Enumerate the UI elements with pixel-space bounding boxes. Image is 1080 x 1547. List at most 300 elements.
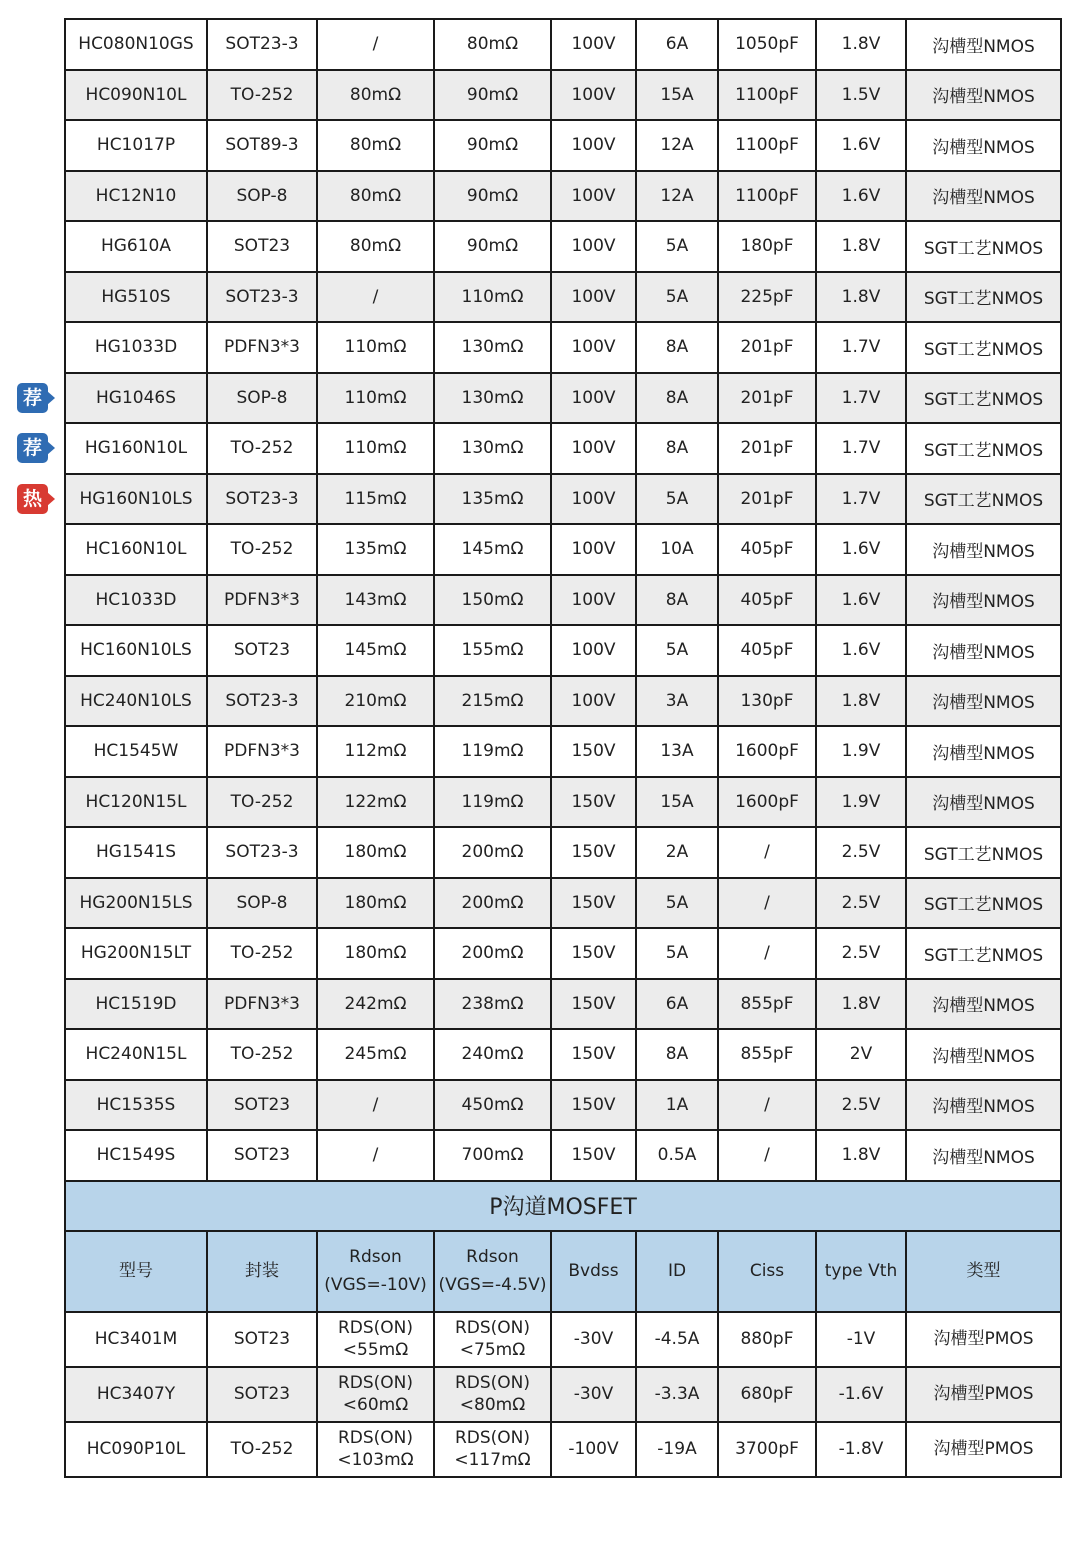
cell-rdson-4v5: 215mΩ	[434, 676, 551, 727]
badge-arrow-icon	[47, 391, 55, 405]
cell-rdson-4v5: 80mΩ	[434, 19, 551, 70]
cell-package: TO-252	[207, 524, 317, 575]
cell-rdson-4v5: 130mΩ	[434, 322, 551, 373]
cell-part-number: HG510S	[65, 272, 207, 323]
cell-vth: -1.8V	[816, 1422, 906, 1477]
table-row	[65, 1422, 1061, 1477]
cell-part-number: HG1033D	[65, 322, 207, 373]
cell-part-number: HC240N15L	[65, 1029, 207, 1080]
cell-rdson-10v: 80mΩ	[317, 171, 434, 222]
cell-line: RDS(ON)	[454, 1318, 531, 1338]
cell-package: SOT23	[207, 625, 317, 676]
cell-bvdss: 150V	[551, 1029, 636, 1080]
cell-ciss: 405pF	[718, 625, 816, 676]
cell-bvdss: 100V	[551, 575, 636, 626]
cell-rdson-4v5: 135mΩ	[434, 474, 551, 525]
cell-type: 沟槽型PMOS	[906, 1312, 1061, 1367]
cell-ciss: 201pF	[718, 423, 816, 474]
cell-part-number: HG1046S	[65, 373, 207, 424]
header-label: Rdson	[349, 1247, 402, 1267]
cell-rdson-4v5: 130mΩ	[434, 373, 551, 424]
cell-bvdss: 100V	[551, 322, 636, 373]
cell-vth: 1.8V	[816, 272, 906, 323]
cell-rdson-4v5: 450mΩ	[434, 1080, 551, 1131]
cell-id-current: 8A	[636, 1029, 718, 1080]
cell-vth: 1.9V	[816, 726, 906, 777]
cell-bvdss: 150V	[551, 878, 636, 929]
cell-line: RDS(ON)	[337, 1318, 414, 1338]
cell-rdson-10v	[317, 1422, 434, 1477]
cell-bvdss: 100V	[551, 423, 636, 474]
cell-rdson-4v5: 200mΩ	[434, 827, 551, 878]
cell-package: TO-252	[207, 1422, 317, 1477]
cell-ciss: /	[718, 928, 816, 979]
cell-package: SOT23-3	[207, 19, 317, 70]
cell-type: 沟槽型PMOS	[906, 1367, 1061, 1422]
cell-rdson-4v5	[434, 1367, 551, 1422]
cell-type: 沟槽型NMOS	[906, 120, 1061, 171]
cell-rdson-4v5: 240mΩ	[434, 1029, 551, 1080]
cell-rdson-10v: /	[317, 1080, 434, 1131]
cell-vth: 1.6V	[816, 171, 906, 222]
cell-ciss: /	[718, 878, 816, 929]
cell-package: TO-252	[207, 777, 317, 828]
cell-rdson-4v5	[434, 1312, 551, 1367]
cell-rdson-4v5: 90mΩ	[434, 221, 551, 272]
table-row	[65, 474, 1061, 525]
cell-package: SOP-8	[207, 171, 317, 222]
cell-id-current: 1A	[636, 1080, 718, 1131]
cell-ciss: 1600pF	[718, 726, 816, 777]
cell-package: SOT23	[207, 1312, 317, 1367]
cell-ciss: 880pF	[718, 1312, 816, 1367]
cell-rdson-10v: 110mΩ	[317, 373, 434, 424]
cell-line: <60mΩ	[342, 1395, 409, 1415]
cell-id-current: 2A	[636, 827, 718, 878]
badge-arrow-icon	[47, 441, 55, 455]
header-package	[207, 1231, 317, 1312]
header-sublabel: (VGS=-10V)	[324, 1275, 427, 1295]
cell-type: 沟槽型NMOS	[906, 70, 1061, 121]
cell-rdson-4v5: 200mΩ	[434, 878, 551, 929]
cell-ciss: 405pF	[718, 575, 816, 626]
header-label: 型号	[119, 1261, 153, 1281]
cell-type: SGT工艺NMOS	[906, 272, 1061, 323]
cell-package: SOT23	[207, 1080, 317, 1131]
cell-part-number: HC160N10LS	[65, 625, 207, 676]
cell-part-number: HC090P10L	[65, 1422, 207, 1477]
cell-part-number: HG610A	[65, 221, 207, 272]
cell-ciss: 1050pF	[718, 19, 816, 70]
cell-type: 沟槽型NMOS	[906, 777, 1061, 828]
header-label: 封装	[245, 1261, 279, 1281]
cell-vth: 2.5V	[816, 928, 906, 979]
cell-id-current: 3A	[636, 676, 718, 727]
table-row	[65, 322, 1061, 373]
header-part-number	[65, 1231, 207, 1312]
header-label: type Vth	[824, 1261, 898, 1281]
cell-package: SOT23	[207, 1367, 317, 1422]
cell-bvdss: 150V	[551, 928, 636, 979]
cell-rdson-10v: 180mΩ	[317, 928, 434, 979]
cell-id-current: 10A	[636, 524, 718, 575]
header-rdson-10v	[317, 1231, 434, 1312]
cell-part-number: HC12N10	[65, 171, 207, 222]
cell-type: 沟槽型NMOS	[906, 979, 1061, 1030]
cell-line: <75mΩ	[459, 1340, 526, 1360]
cell-bvdss: 100V	[551, 676, 636, 727]
cell-type: 沟槽型NMOS	[906, 171, 1061, 222]
header-rdson-4v5	[434, 1231, 551, 1312]
cell-bvdss: 150V	[551, 979, 636, 1030]
cell-part-number: HG200N15LS	[65, 878, 207, 929]
cell-id-current: 5A	[636, 878, 718, 929]
cell-rdson-10v: 242mΩ	[317, 979, 434, 1030]
cell-rdson-10v: 135mΩ	[317, 524, 434, 575]
cell-part-number: HC3401M	[65, 1312, 207, 1367]
cell-ciss: 201pF	[718, 474, 816, 525]
table-row	[65, 777, 1061, 828]
cell-vth: 1.8V	[816, 19, 906, 70]
cell-id-current: 15A	[636, 70, 718, 121]
cell-id-current: 5A	[636, 928, 718, 979]
cell-line: RDS(ON)	[337, 1428, 414, 1448]
header-label: Rdson	[466, 1247, 519, 1267]
cell-bvdss: 100V	[551, 70, 636, 121]
cell-type: 沟槽型NMOS	[906, 524, 1061, 575]
cell-type: SGT工艺NMOS	[906, 928, 1061, 979]
cell-vth: 1.7V	[816, 423, 906, 474]
cell-bvdss: -100V	[551, 1422, 636, 1477]
cell-package: SOT23-3	[207, 827, 317, 878]
cell-vth: 1.8V	[816, 1130, 906, 1181]
recommended-badge	[17, 383, 55, 413]
cell-part-number: HC120N15L	[65, 777, 207, 828]
cell-ciss: 225pF	[718, 272, 816, 323]
cell-type: SGT工艺NMOS	[906, 322, 1061, 373]
cell-id-current: 8A	[636, 373, 718, 424]
cell-rdson-10v: /	[317, 272, 434, 323]
cell-rdson-4v5: 200mΩ	[434, 928, 551, 979]
cell-line: <117mΩ	[454, 1450, 531, 1470]
table-row	[65, 272, 1061, 323]
cell-type: 沟槽型NMOS	[906, 1080, 1061, 1131]
cell-id-current: 8A	[636, 575, 718, 626]
cell-rdson-10v: 180mΩ	[317, 827, 434, 878]
cell-rdson-10v: 122mΩ	[317, 777, 434, 828]
cell-vth: 1.7V	[816, 322, 906, 373]
table-row	[65, 1029, 1061, 1080]
cell-ciss: 1100pF	[718, 70, 816, 121]
cell-ciss: /	[718, 1080, 816, 1131]
header-label: ID	[667, 1261, 687, 1281]
cell-bvdss: -30V	[551, 1312, 636, 1367]
cell-vth: 2V	[816, 1029, 906, 1080]
table-row	[65, 1312, 1061, 1367]
cell-ciss: /	[718, 1130, 816, 1181]
hot-badge	[17, 484, 55, 514]
cell-id-current: -3.3A	[636, 1367, 718, 1422]
cell-rdson-10v: 112mΩ	[317, 726, 434, 777]
cell-id-current: -4.5A	[636, 1312, 718, 1367]
cell-ciss: 1600pF	[718, 777, 816, 828]
table-row	[65, 1130, 1061, 1181]
cell-package: SOP-8	[207, 373, 317, 424]
cell-rdson-4v5: 145mΩ	[434, 524, 551, 575]
cell-part-number: HC1033D	[65, 575, 207, 626]
cell-id-current: 8A	[636, 423, 718, 474]
cell-part-number: HC3407Y	[65, 1367, 207, 1422]
cell-ciss: 855pF	[718, 1029, 816, 1080]
cell-bvdss: 100V	[551, 625, 636, 676]
cell-id-current: 15A	[636, 777, 718, 828]
cell-package: PDFN3*3	[207, 575, 317, 626]
cell-vth: 1.6V	[816, 575, 906, 626]
cell-bvdss: 150V	[551, 827, 636, 878]
cell-ciss: 1100pF	[718, 171, 816, 222]
cell-package: SOT89-3	[207, 120, 317, 171]
cell-id-current: 5A	[636, 625, 718, 676]
cell-part-number: HC1017P	[65, 120, 207, 171]
table-row	[65, 1080, 1061, 1131]
cell-part-number: HC1519D	[65, 979, 207, 1030]
table-row	[65, 676, 1061, 727]
cell-type: SGT工艺NMOS	[906, 878, 1061, 929]
cell-type: 沟槽型NMOS	[906, 19, 1061, 70]
cell-bvdss: 100V	[551, 221, 636, 272]
table-row	[65, 928, 1061, 979]
cell-part-number: HC1549S	[65, 1130, 207, 1181]
cell-rdson-10v: 145mΩ	[317, 625, 434, 676]
cell-rdson-10v: 210mΩ	[317, 676, 434, 727]
cell-rdson-4v5: 90mΩ	[434, 70, 551, 121]
cell-package: SOT23-3	[207, 676, 317, 727]
cell-line: <103mΩ	[337, 1450, 414, 1470]
cell-bvdss: -30V	[551, 1367, 636, 1422]
badge-label: 荐	[17, 433, 48, 463]
cell-type: 沟槽型NMOS	[906, 575, 1061, 626]
cell-type: 沟槽型NMOS	[906, 1029, 1061, 1080]
cell-rdson-10v: 80mΩ	[317, 221, 434, 272]
pmos-column-header-row	[65, 1231, 1061, 1312]
cell-bvdss: 100V	[551, 373, 636, 424]
header-ciss	[718, 1231, 816, 1312]
cell-rdson-4v5: 90mΩ	[434, 171, 551, 222]
pmos-rows	[65, 1312, 1061, 1477]
cell-id-current: 13A	[636, 726, 718, 777]
cell-vth: 1.5V	[816, 70, 906, 121]
cell-vth: 2.5V	[816, 1080, 906, 1131]
cell-vth: -1V	[816, 1312, 906, 1367]
cell-bvdss: 100V	[551, 19, 636, 70]
header-bvdss	[551, 1231, 636, 1312]
cell-type: SGT工艺NMOS	[906, 827, 1061, 878]
header-sublabel: (VGS=-4.5V)	[438, 1275, 547, 1295]
cell-ciss: 130pF	[718, 676, 816, 727]
cell-vth: 1.6V	[816, 120, 906, 171]
pmos-table-body	[65, 1181, 1061, 1312]
cell-id-current: 6A	[636, 19, 718, 70]
cell-rdson-4v5: 700mΩ	[434, 1130, 551, 1181]
table-row	[65, 827, 1061, 878]
cell-part-number: HC240N10LS	[65, 676, 207, 727]
cell-bvdss: 100V	[551, 272, 636, 323]
cell-vth: 2.5V	[816, 878, 906, 929]
cell-line: RDS(ON)	[454, 1373, 531, 1393]
cell-line: RDS(ON)	[337, 1373, 414, 1393]
cell-type: SGT工艺NMOS	[906, 423, 1061, 474]
cell-part-number: HC1545W	[65, 726, 207, 777]
cell-rdson-10v: /	[317, 1130, 434, 1181]
cell-vth: 1.9V	[816, 777, 906, 828]
cell-package: SOP-8	[207, 878, 317, 929]
cell-id-current: 5A	[636, 221, 718, 272]
cell-vth: 1.7V	[816, 373, 906, 424]
cell-type: SGT工艺NMOS	[906, 221, 1061, 272]
pmos-section-header-row	[65, 1181, 1061, 1231]
cell-rdson-4v5: 110mΩ	[434, 272, 551, 323]
cell-type: 沟槽型NMOS	[906, 676, 1061, 727]
header-label: Bvdss	[568, 1261, 619, 1281]
table-row	[65, 979, 1061, 1030]
cell-line: RDS(ON)	[454, 1428, 531, 1448]
cell-bvdss: 100V	[551, 474, 636, 525]
cell-id-current: 5A	[636, 272, 718, 323]
table-row	[65, 726, 1061, 777]
badge-label: 热	[17, 484, 48, 514]
cell-rdson-10v: 110mΩ	[317, 423, 434, 474]
cell-type: 沟槽型PMOS	[906, 1422, 1061, 1477]
cell-part-number: HG200N15LT	[65, 928, 207, 979]
cell-vth: 1.6V	[816, 625, 906, 676]
cell-rdson-10v: 80mΩ	[317, 120, 434, 171]
header-label: Ciss	[749, 1261, 785, 1281]
cell-id-current: 5A	[636, 474, 718, 525]
cell-rdson-10v: 115mΩ	[317, 474, 434, 525]
cell-rdson-4v5: 90mΩ	[434, 120, 551, 171]
table-row	[65, 171, 1061, 222]
cell-vth: 1.8V	[816, 221, 906, 272]
cell-ciss: 201pF	[718, 322, 816, 373]
cell-bvdss: 150V	[551, 777, 636, 828]
cell-part-number: HC160N10L	[65, 524, 207, 575]
recommended-badge	[17, 433, 55, 463]
header-vth	[816, 1231, 906, 1312]
cell-package: PDFN3*3	[207, 322, 317, 373]
cell-id-current: 6A	[636, 979, 718, 1030]
cell-vth: -1.6V	[816, 1367, 906, 1422]
cell-package: SOT23-3	[207, 272, 317, 323]
cell-rdson-10v: /	[317, 19, 434, 70]
cell-type: 沟槽型NMOS	[906, 625, 1061, 676]
cell-ciss: 180pF	[718, 221, 816, 272]
cell-package: TO-252	[207, 928, 317, 979]
cell-rdson-10v	[317, 1367, 434, 1422]
cell-type: 沟槽型NMOS	[906, 1130, 1061, 1181]
cell-rdson-4v5: 150mΩ	[434, 575, 551, 626]
cell-ciss: 1100pF	[718, 120, 816, 171]
table-row	[65, 221, 1061, 272]
cell-part-number: HG1541S	[65, 827, 207, 878]
cell-part-number: HC080N10GS	[65, 19, 207, 70]
cell-vth: 1.8V	[816, 676, 906, 727]
table-row	[65, 575, 1061, 626]
cell-part-number: HG160N10LS	[65, 474, 207, 525]
cell-rdson-10v	[317, 1312, 434, 1367]
table-row	[65, 524, 1061, 575]
cell-type: SGT工艺NMOS	[906, 373, 1061, 424]
cell-bvdss: 150V	[551, 1080, 636, 1131]
cell-bvdss: 150V	[551, 726, 636, 777]
cell-type: 沟槽型NMOS	[906, 726, 1061, 777]
cell-rdson-4v5: 155mΩ	[434, 625, 551, 676]
table-row	[65, 423, 1061, 474]
cell-rdson-10v: 180mΩ	[317, 878, 434, 929]
cell-bvdss: 100V	[551, 120, 636, 171]
table-row	[65, 878, 1061, 929]
header-type	[906, 1231, 1061, 1312]
table-row	[65, 625, 1061, 676]
cell-bvdss: 100V	[551, 171, 636, 222]
table-row	[65, 70, 1061, 121]
cell-package: TO-252	[207, 423, 317, 474]
cell-package: SOT23	[207, 221, 317, 272]
cell-id-current: 12A	[636, 120, 718, 171]
cell-rdson-4v5: 238mΩ	[434, 979, 551, 1030]
cell-rdson-4v5	[434, 1422, 551, 1477]
table-row	[65, 120, 1061, 171]
badge-arrow-icon	[47, 492, 55, 506]
cell-package: SOT23-3	[207, 474, 317, 525]
cell-vth: 2.5V	[816, 827, 906, 878]
mosfet-table	[64, 18, 1062, 1478]
cell-rdson-10v: 143mΩ	[317, 575, 434, 626]
cell-rdson-10v: 80mΩ	[317, 70, 434, 121]
cell-part-number: HC1535S	[65, 1080, 207, 1131]
cell-package: PDFN3*3	[207, 726, 317, 777]
badge-label: 荐	[17, 383, 48, 413]
cell-line: <55mΩ	[342, 1340, 409, 1360]
cell-bvdss: 150V	[551, 1130, 636, 1181]
cell-part-number: HG160N10L	[65, 423, 207, 474]
cell-package: SOT23	[207, 1130, 317, 1181]
cell-id-current: -19A	[636, 1422, 718, 1477]
cell-ciss: 855pF	[718, 979, 816, 1030]
cell-rdson-4v5: 130mΩ	[434, 423, 551, 474]
cell-rdson-4v5: 119mΩ	[434, 726, 551, 777]
cell-ciss: 680pF	[718, 1367, 816, 1422]
cell-rdson-4v5: 119mΩ	[434, 777, 551, 828]
header-id-current	[636, 1231, 718, 1312]
table-row	[65, 1367, 1061, 1422]
cell-ciss: /	[718, 827, 816, 878]
cell-vth: 1.6V	[816, 524, 906, 575]
cell-ciss: 201pF	[718, 373, 816, 424]
cell-id-current: 0.5A	[636, 1130, 718, 1181]
cell-type: SGT工艺NMOS	[906, 474, 1061, 525]
cell-package: TO-252	[207, 70, 317, 121]
cell-vth: 1.8V	[816, 979, 906, 1030]
cell-vth: 1.7V	[816, 474, 906, 525]
pmos-section-title: P沟道MOSFET	[65, 1181, 1061, 1231]
cell-line: <80mΩ	[459, 1395, 526, 1415]
cell-part-number: HC090N10L	[65, 70, 207, 121]
cell-rdson-10v: 245mΩ	[317, 1029, 434, 1080]
table-row	[65, 19, 1061, 70]
cell-package: TO-252	[207, 1029, 317, 1080]
cell-id-current: 12A	[636, 171, 718, 222]
cell-ciss: 405pF	[718, 524, 816, 575]
